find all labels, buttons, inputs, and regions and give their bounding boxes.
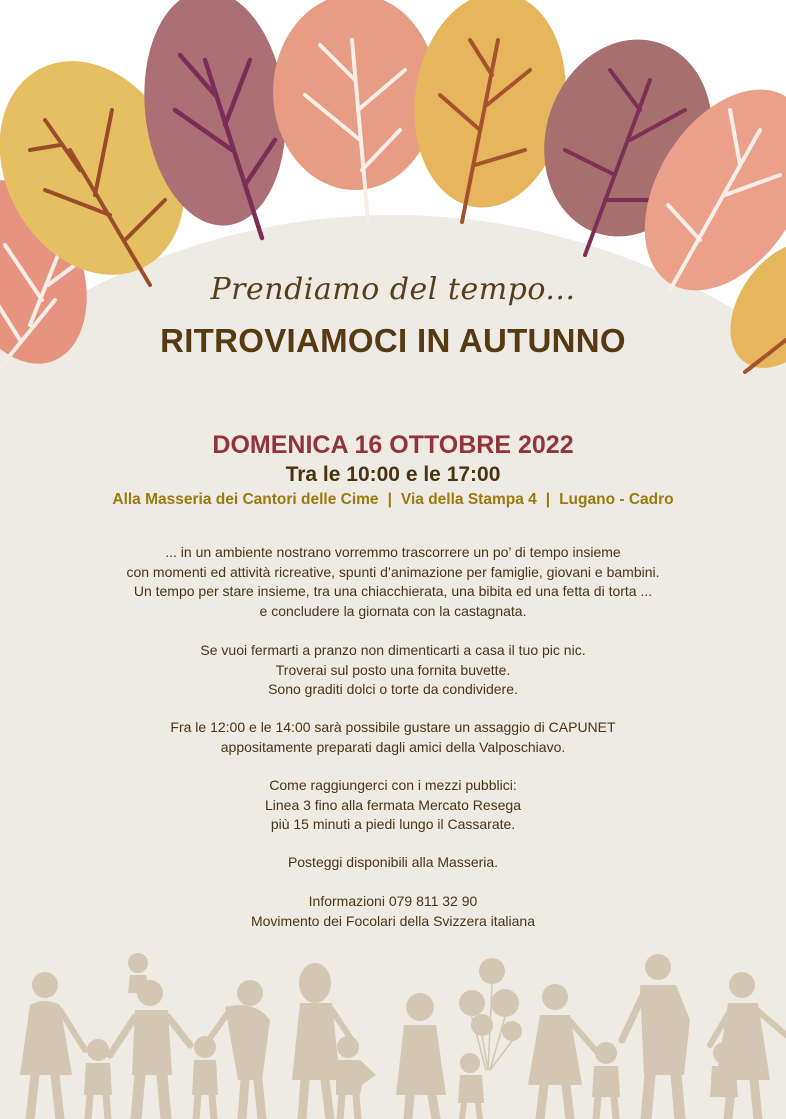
venue-separator: | — [387, 491, 392, 508]
contact-paragraph — [0, 892, 786, 931]
text-line: Troverai sul posto una fornita buvette. — [275, 661, 511, 678]
intro-paragraph — [0, 543, 786, 621]
venue-address: Via della Stampa 4 — [400, 491, 537, 508]
silhouette-woman-right — [528, 984, 620, 1119]
silhouette-child — [84, 1039, 112, 1119]
capunet-paragraph — [0, 718, 786, 757]
family-silhouettes-illustration — [0, 945, 786, 1119]
text-line: appositamente preparati dagli amici della Valposchiavo. — [220, 738, 566, 755]
organizer-name: Movimento dei Focolari della Svizzera italiana — [250, 912, 536, 929]
venue-separator: | — [545, 491, 551, 508]
event-time: Tra le 10:00 e le 17:00 — [285, 463, 501, 486]
silhouette-woman-far-right — [710, 972, 786, 1119]
lunch-paragraph — [0, 641, 786, 700]
tagline: Prendiamo del tempo... — [210, 272, 576, 307]
venue-name: Alla Masseria dei Cantori delle Cime — [112, 491, 379, 508]
silhouette-woman — [20, 972, 85, 1119]
text-line: Linea 3 fino alla fermata Mercato Resega — [264, 796, 522, 813]
silhouette-mother-bending — [192, 980, 270, 1119]
text-line: Sono graditi dolci o torte da condividere. — [268, 681, 518, 698]
page-title: RITROVIAMOCI IN AUTUNNO — [160, 322, 626, 359]
directions-paragraph — [0, 776, 786, 835]
text-line: ... in un ambiente nostrano vorremmo trascorrere un po’ di tempo insieme — [165, 544, 621, 560]
text-line: Se vuoi fermarti a pranzo non dimenticarti a casa il tuo pic nic. — [200, 642, 586, 658]
tree-pink-center — [273, 0, 437, 220]
event-venue — [0, 491, 786, 509]
silhouette-father — [110, 953, 190, 1119]
parking-paragraph — [0, 853, 786, 873]
event-date: DOMENICA 16 OTTOBRE 2022 — [212, 431, 574, 459]
text-line: più 15 minuti a piedi lungo il Cassarate. — [270, 816, 516, 833]
text-line: con momenti ed attività ricreative, spunti d’animazione per famiglie, giovani e bambini. — [126, 563, 660, 580]
silhouette-father-right — [622, 954, 690, 1119]
text-line: Posteggi disponibili alla Masseria. — [287, 854, 499, 870]
contact-phone: Informazioni 079 811 32 90 — [308, 893, 478, 909]
text-line: e concludere la giornata con la castagnata. — [259, 602, 527, 619]
text-line: Come raggiungerci con i mezzi pubblici: — [269, 777, 517, 793]
text-line: Un tempo per stare insieme, tra una chiacchierata, una bibita ed una fetta di torta ... — [133, 583, 653, 600]
venue-city: Lugano - Cadro — [559, 491, 674, 508]
text-line: Fra le 12:00 e le 14:00 sarà possibile gustare un assaggio di CAPUNET — [170, 719, 616, 735]
silhouette-woman-long-hair — [292, 963, 376, 1119]
